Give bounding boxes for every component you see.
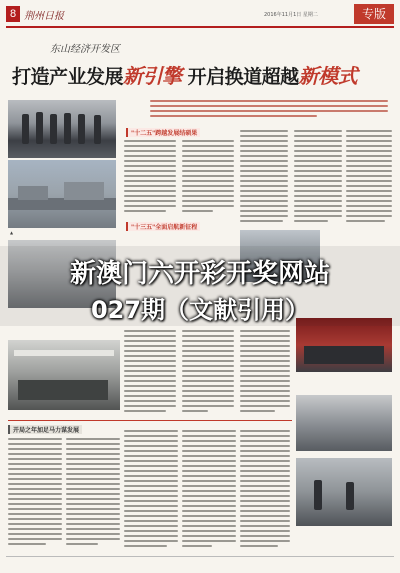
- title-red-1: 新引擎: [123, 64, 182, 88]
- page-number: 8: [6, 6, 20, 22]
- section-heading: "十三五"全面启航新征程: [126, 222, 200, 231]
- photo-building: [18, 186, 48, 200]
- text-column: [66, 438, 120, 548]
- photo-caption: ▲: [10, 230, 14, 235]
- photo-figure: [64, 113, 71, 144]
- section-heading: "十二五"跨越发展结硕果: [126, 128, 200, 137]
- text-column: [124, 330, 176, 415]
- title-part-1: 打造产业发展: [12, 66, 124, 88]
- paper-name: 荆州日报: [24, 11, 64, 22]
- text-column: [182, 430, 236, 550]
- section-tag: 专版: [354, 4, 394, 24]
- photo-figure: [22, 114, 29, 144]
- photo-figure: [78, 114, 85, 144]
- photo-machine: [18, 380, 108, 400]
- text-column: [8, 438, 62, 548]
- photo-industrial-park: [8, 160, 116, 228]
- photo-machine: [304, 346, 384, 364]
- photo-figure: [346, 482, 354, 510]
- photo-equipment: [296, 318, 392, 372]
- text-column: [240, 330, 290, 415]
- text-column: [240, 430, 290, 550]
- overlay-title-line-2: 027期（文献引用）: [90, 296, 310, 324]
- title-part-2: 开启换道超越: [187, 66, 299, 88]
- photo-figure: [94, 115, 101, 144]
- text-column: [346, 130, 392, 225]
- text-column: [182, 330, 234, 415]
- section-heading: 开局之年加足马力谋发展: [8, 425, 82, 434]
- article-title: [12, 60, 388, 92]
- text-column: [124, 140, 176, 215]
- photo-workers: [296, 458, 392, 526]
- issue-date: 2016年11月1日 星期二: [264, 12, 318, 18]
- photo-figure: [314, 480, 322, 510]
- photo-figure: [36, 112, 43, 144]
- text-column: [294, 130, 342, 225]
- text-column: [182, 140, 234, 215]
- photo-light: [14, 350, 114, 356]
- page-header: [6, 4, 394, 28]
- text-column: [124, 430, 178, 550]
- title-red-2: 新模式: [298, 64, 358, 88]
- intro-paragraph: [150, 100, 388, 120]
- photo-figure: [50, 114, 57, 144]
- photo-building: [64, 182, 104, 200]
- page-footer: [6, 556, 394, 567]
- section-divider: [8, 420, 292, 421]
- text-column: [240, 130, 288, 225]
- photo-production-line: [8, 340, 120, 410]
- overlay-title-line-1: 新澳门六开彩开奖网站: [69, 259, 330, 289]
- photo-assembly: [296, 395, 392, 451]
- article-kicker: 东山经济开发区: [50, 44, 120, 55]
- photo-officials-visit: [8, 100, 116, 158]
